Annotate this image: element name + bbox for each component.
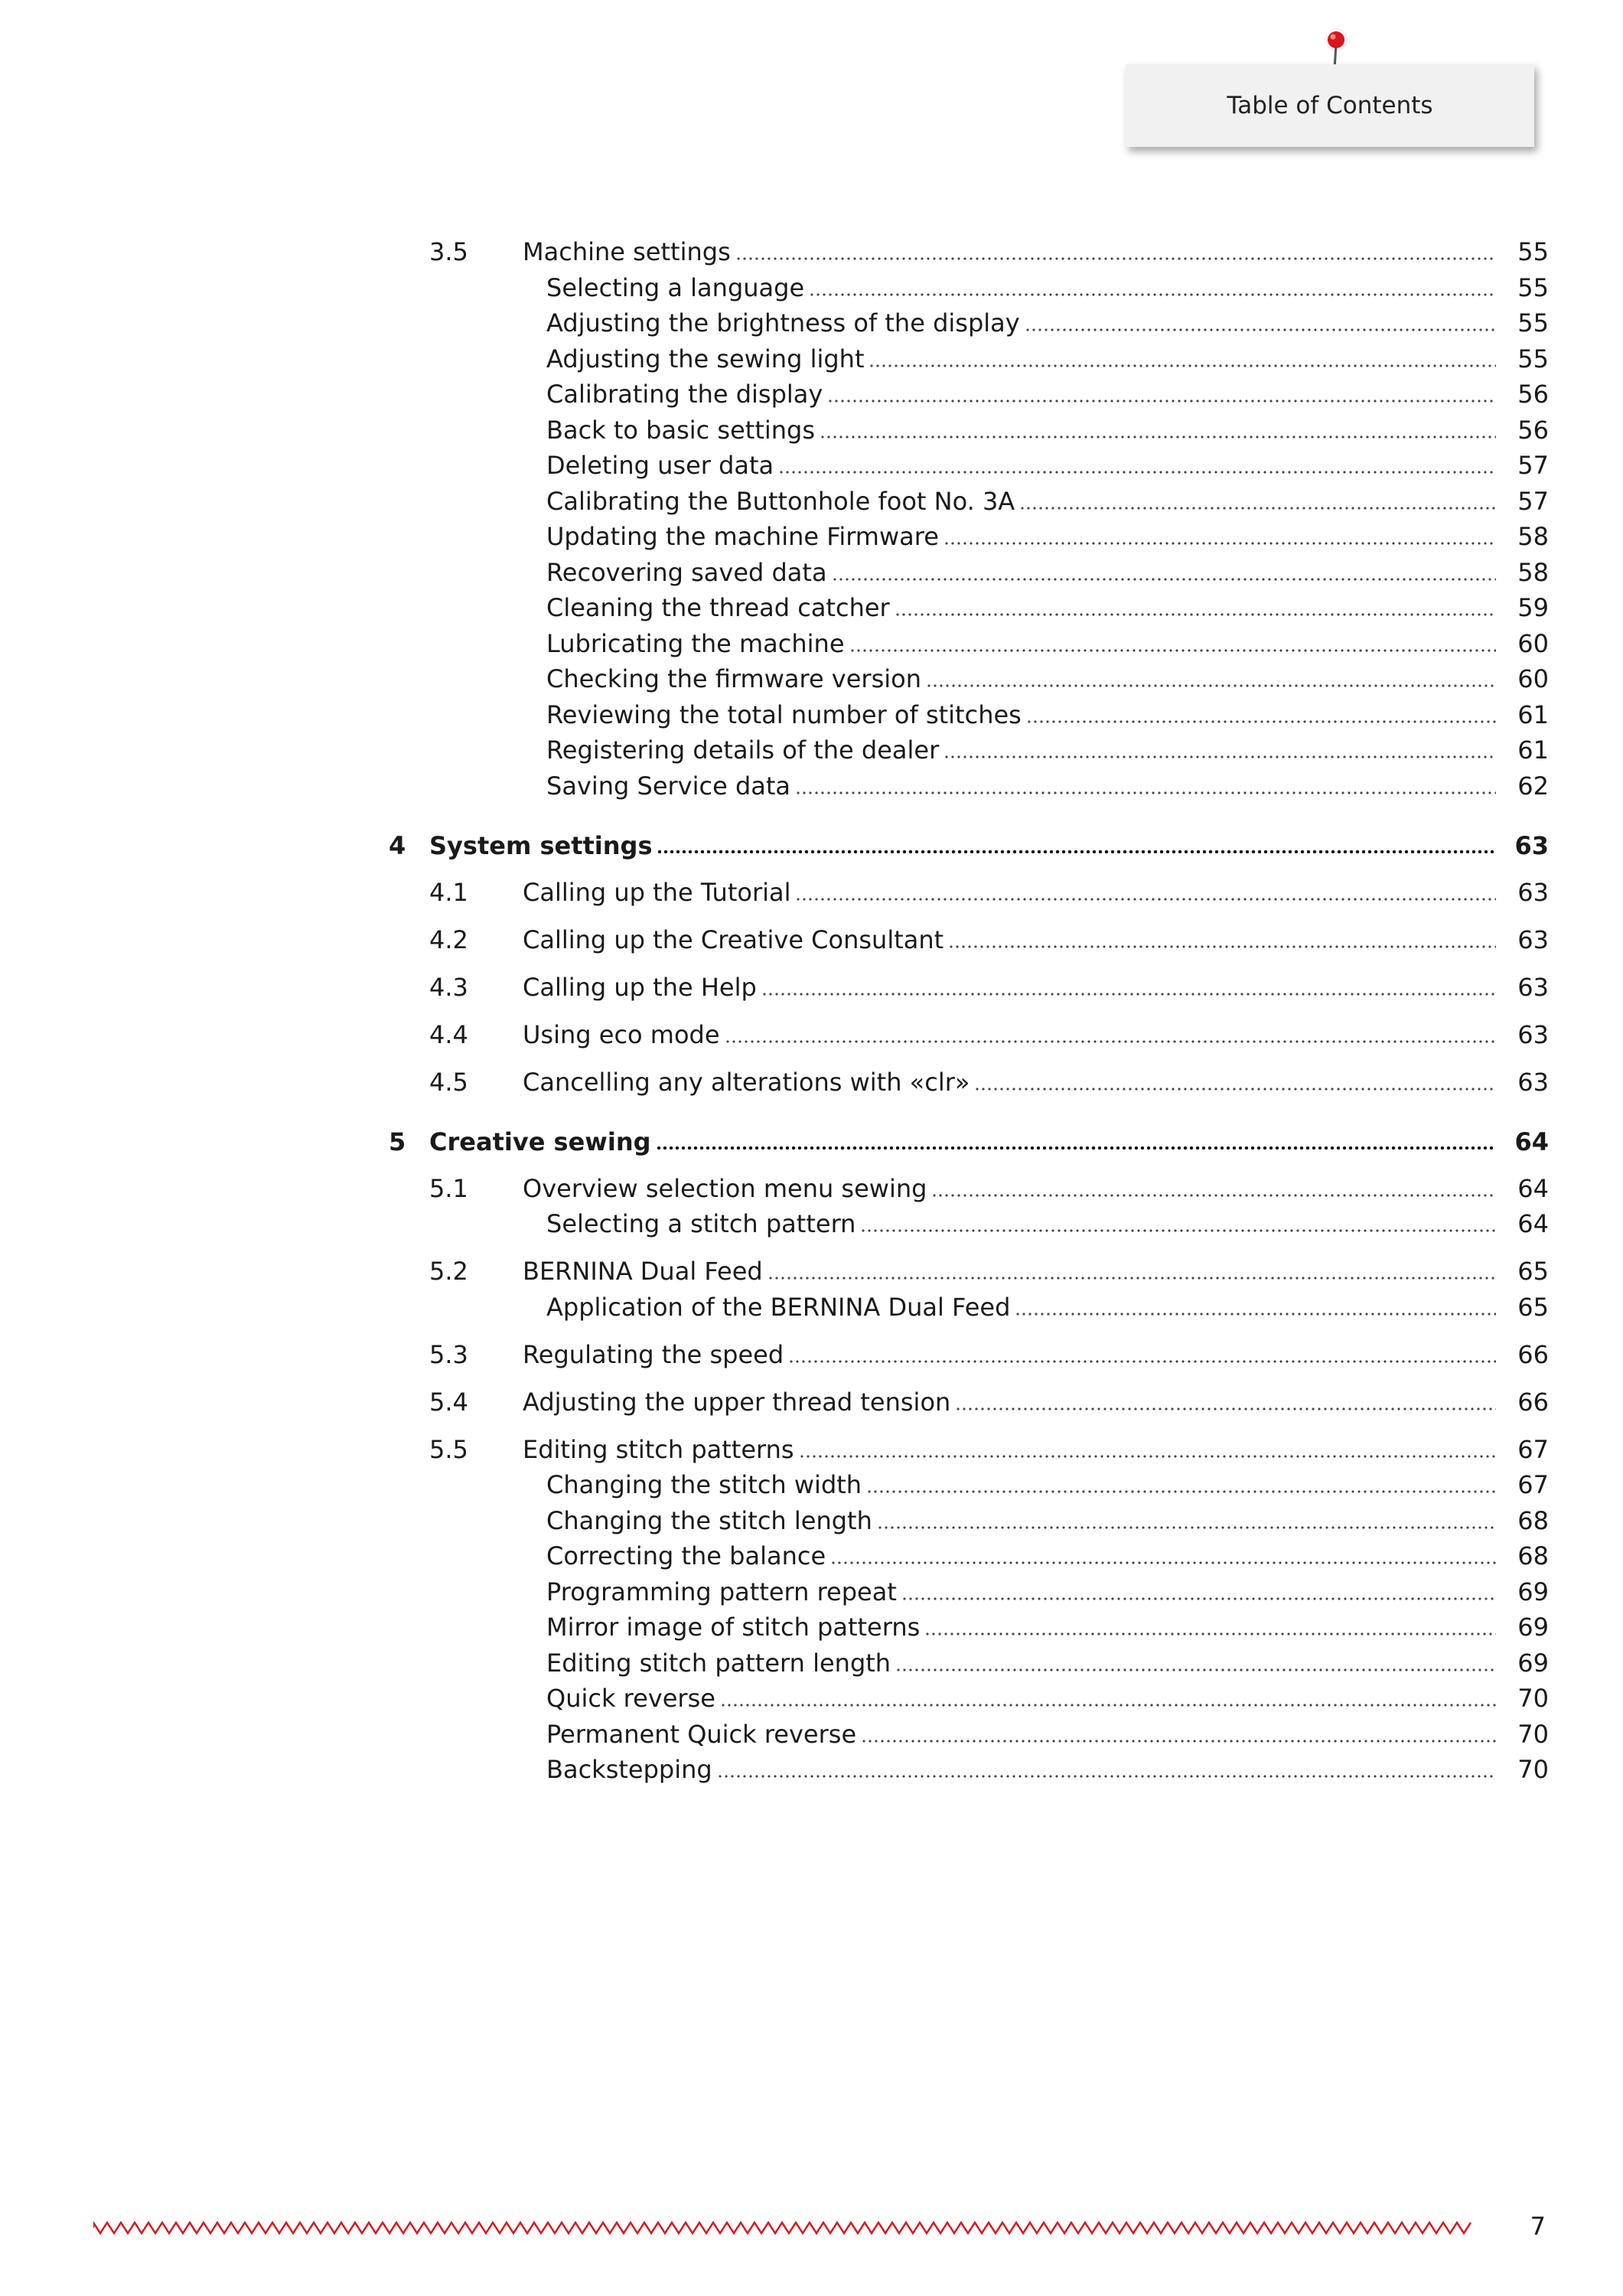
toc-leader-line [523, 922, 1496, 957]
toc-title: Recovering saved data [546, 557, 827, 587]
toc-section[interactable] [0, 1065, 1623, 1100]
toc-page-number: 67 [1517, 1470, 1549, 1499]
toc-page-number: 68 [1517, 1505, 1549, 1535]
table-of-contents-tab[interactable] [1126, 64, 1534, 147]
dot-leader [931, 1194, 1496, 1197]
toc-page-number: 66 [1517, 1339, 1549, 1369]
dot-leader [657, 850, 1496, 854]
toc-title: Editing stitch patterns [523, 1434, 794, 1464]
toc-subsection[interactable] [0, 519, 1623, 554]
toc-page-number: 70 [1517, 1719, 1549, 1749]
toc-page-number: 62 [1517, 771, 1549, 801]
toc-subsection[interactable] [0, 341, 1623, 377]
toc-subsection[interactable] [0, 1538, 1623, 1574]
toc-leader-line [546, 519, 1496, 554]
toc-page-number: 65 [1517, 1257, 1549, 1286]
toc-subsection[interactable] [0, 768, 1623, 804]
dot-leader [725, 1040, 1496, 1043]
toc-section[interactable] [0, 1384, 1623, 1420]
toc-leader-line [546, 341, 1496, 377]
toc-title: Deleting user data [546, 451, 774, 480]
toc-subsection[interactable] [0, 1206, 1623, 1241]
toc-page-number: 56 [1517, 380, 1549, 409]
toc-title: Quick reverse [546, 1684, 715, 1713]
toc-subsection[interactable] [0, 626, 1623, 661]
toc-title: Back to basic settings [546, 415, 816, 445]
dot-leader [869, 364, 1496, 367]
toc-title: Cancelling any alterations with «clr» [523, 1067, 970, 1097]
dot-leader [768, 1277, 1496, 1280]
toc-subsection[interactable] [0, 1467, 1623, 1502]
toc-section[interactable] [0, 234, 1623, 269]
dot-leader [795, 791, 1496, 794]
toc-title: Calling up the Creative Consultant [523, 925, 944, 954]
toc-number: 5.5 [429, 1434, 468, 1464]
toc-leader-line [429, 1124, 1496, 1159]
toc-page-number: 69 [1517, 1613, 1549, 1642]
toc-leader-line [523, 1384, 1496, 1420]
toc-title: Changing the stitch width [546, 1470, 862, 1499]
toc-number: 4.4 [429, 1019, 468, 1049]
toc-subsection[interactable] [0, 1717, 1623, 1752]
toc-number: 4 [389, 830, 406, 860]
dot-leader [799, 1455, 1496, 1458]
toc-number: 5.2 [429, 1257, 468, 1286]
toc-title: Programming pattern repeat [546, 1577, 897, 1606]
dot-leader [860, 1229, 1496, 1232]
toc-subsection[interactable] [0, 555, 1623, 590]
toc-page-number: 57 [1517, 451, 1549, 480]
dot-leader [924, 1632, 1496, 1636]
toc-title: Using eco mode [523, 1019, 720, 1049]
toc-title: Selecting a language [546, 272, 805, 302]
toc-leader-line [523, 1337, 1496, 1372]
toc-leader-line [546, 377, 1496, 412]
toc-page-number: 64 [1514, 1127, 1549, 1156]
toc-title: Calibrating the display [546, 380, 823, 409]
toc-leader-line [523, 1065, 1496, 1100]
toc-section[interactable] [0, 1254, 1623, 1289]
toc-title: Changing the stitch length [546, 1505, 872, 1535]
toc-title: Editing stitch pattern length [546, 1648, 891, 1678]
toc-page-number: 60 [1517, 664, 1549, 693]
toc-number: 4.1 [429, 877, 468, 907]
toc-title: Adjusting the sewing light [546, 344, 865, 373]
toc-subsection[interactable] [0, 590, 1623, 625]
tab-label: Table of Contents [1227, 92, 1433, 119]
toc-title: Correcting the balance [546, 1541, 826, 1570]
toc-section[interactable] [0, 922, 1623, 957]
toc-title: Calibrating the Buttonhole foot No. 3A [546, 486, 1015, 516]
toc-page-number: 61 [1517, 700, 1549, 729]
dot-leader [895, 613, 1496, 616]
toc-page-number: 58 [1517, 557, 1549, 587]
toc-title: Mirror image of stitch patterns [546, 1613, 921, 1642]
toc-leader-line [523, 970, 1496, 1005]
toc-title: Selecting a stitch pattern [546, 1209, 856, 1238]
toc-page-number: 66 [1517, 1387, 1549, 1417]
dot-leader [820, 435, 1496, 439]
dot-leader [861, 1740, 1496, 1743]
toc-leader-line [546, 413, 1496, 448]
toc-page-number: 69 [1517, 1648, 1549, 1678]
toc-subsection[interactable] [0, 1752, 1623, 1787]
toc-leader-line [546, 1717, 1496, 1752]
toc-number: 5.1 [429, 1173, 468, 1203]
dot-leader [832, 578, 1496, 581]
toc-page-number: 70 [1517, 1684, 1549, 1713]
toc-chapter[interactable] [0, 828, 1623, 863]
toc-subsection[interactable] [0, 377, 1623, 412]
toc-page-number: 57 [1517, 486, 1549, 516]
dot-leader [943, 755, 1496, 758]
toc-page-number: 55 [1517, 237, 1549, 266]
toc-leader-line [546, 1467, 1496, 1502]
dot-leader [778, 471, 1496, 474]
toc-page-number: 58 [1517, 522, 1549, 551]
dot-leader [1015, 1313, 1496, 1316]
toc-page-number: 60 [1517, 628, 1549, 658]
toc-leader-line [546, 1645, 1496, 1681]
toc-number: 5.3 [429, 1339, 468, 1369]
toc-page-number: 64 [1517, 1209, 1549, 1238]
toc-leader-line [523, 1171, 1496, 1206]
toc-page-number: 55 [1517, 308, 1549, 338]
toc-number: 4.3 [429, 972, 468, 1002]
toc-number: 4.2 [429, 925, 468, 954]
toc-title: Calling up the Help [523, 972, 757, 1002]
toc-section[interactable] [0, 1017, 1623, 1052]
toc-section[interactable] [0, 1171, 1623, 1206]
toc-subsection[interactable] [0, 732, 1623, 768]
dot-leader [827, 400, 1496, 403]
toc-title: Registering details of the dealer [546, 735, 940, 765]
dot-leader [948, 945, 1496, 948]
toc-title: Updating the machine Firmware [546, 522, 939, 551]
toc-subsection[interactable] [0, 1503, 1623, 1538]
toc-leader-line [523, 1254, 1496, 1289]
dot-leader [974, 1088, 1496, 1091]
dot-leader [717, 1775, 1496, 1778]
toc-page-number: 70 [1517, 1755, 1549, 1784]
toc-subsection[interactable] [0, 1609, 1623, 1645]
toc-leader-line [546, 768, 1496, 804]
dot-leader [1025, 328, 1496, 331]
toc-subsection[interactable] [0, 1574, 1623, 1609]
dot-leader [809, 293, 1496, 296]
toc-leader-line [546, 661, 1496, 696]
dot-leader [720, 1704, 1496, 1707]
dot-leader [656, 1146, 1497, 1150]
toc-subsection[interactable] [0, 305, 1623, 341]
toc-page-number: 59 [1517, 593, 1549, 622]
toc-subsection[interactable] [0, 1681, 1623, 1716]
toc-leader-line [523, 234, 1496, 269]
toc-page-number: 63 [1517, 1067, 1549, 1097]
toc-leader-line [546, 1681, 1496, 1716]
toc-page-number: 55 [1517, 344, 1549, 373]
toc-page-number: 63 [1517, 877, 1549, 907]
toc-page-number: 63 [1517, 925, 1549, 954]
toc-title: Lubricating the machine [546, 628, 845, 658]
toc-subsection[interactable] [0, 448, 1623, 483]
toc-page-number: 61 [1517, 735, 1549, 765]
decorative-stitch-border [93, 2220, 1472, 2236]
toc-leader-line [546, 484, 1496, 519]
toc-page-number: 67 [1517, 1434, 1549, 1464]
toc-leader-line [546, 626, 1496, 661]
page-number: 7 [1530, 2212, 1546, 2241]
toc-subsection[interactable] [0, 1290, 1623, 1325]
dot-leader [735, 257, 1496, 260]
toc-number: 3.5 [429, 237, 468, 266]
toc-subsection[interactable] [0, 270, 1623, 305]
toc-number: 5.4 [429, 1387, 468, 1417]
toc-title: Machine settings [523, 237, 731, 266]
toc-number: 4.5 [429, 1067, 468, 1097]
toc-title: System settings [429, 830, 653, 860]
dot-leader [1019, 507, 1496, 510]
toc-title: Creative sewing [429, 1127, 651, 1156]
toc-page-number: 69 [1517, 1577, 1549, 1606]
toc-leader-line [546, 732, 1496, 768]
dot-leader [1026, 720, 1496, 723]
toc-chapter[interactable] [0, 1124, 1623, 1159]
toc-leader-line [546, 1752, 1496, 1787]
toc-page-number: 63 [1514, 830, 1549, 860]
dot-leader [943, 542, 1496, 545]
toc-leader-line [546, 305, 1496, 341]
toc-leader-line [546, 697, 1496, 732]
toc-page-number: 55 [1517, 272, 1549, 302]
toc-leader-line [546, 555, 1496, 590]
toc-title: Saving Service data [546, 771, 791, 801]
dot-leader [788, 1360, 1496, 1363]
dot-leader [895, 1668, 1496, 1671]
toc-section[interactable] [0, 970, 1623, 1005]
dot-leader [849, 649, 1496, 652]
dot-leader [830, 1561, 1496, 1564]
toc-leader-line [546, 1609, 1496, 1645]
toc-subsection[interactable] [0, 661, 1623, 696]
dot-leader [877, 1526, 1496, 1529]
toc-section[interactable] [0, 1337, 1623, 1372]
toc-leader-line [523, 1432, 1496, 1467]
toc-title: Permanent Quick reverse [546, 1719, 857, 1749]
toc-title: Checking the firmware version [546, 664, 921, 693]
dot-leader [795, 898, 1496, 901]
toc-section[interactable] [0, 1432, 1623, 1467]
toc-page-number: 63 [1517, 972, 1549, 1002]
toc-subsection[interactable] [0, 484, 1623, 519]
toc-leader-line [546, 270, 1496, 305]
toc-leader-line [546, 1538, 1496, 1574]
toc-title: Application of the BERNINA Dual Feed [546, 1292, 1011, 1322]
toc-page-number: 64 [1517, 1173, 1549, 1203]
toc-leader-line [546, 1503, 1496, 1538]
toc-title: Reviewing the total number of stitches [546, 700, 1022, 729]
toc-title: Adjusting the upper thread tension [523, 1387, 951, 1417]
toc-leader-line [546, 1290, 1496, 1325]
dot-leader [866, 1490, 1496, 1493]
toc-subsection[interactable] [0, 697, 1623, 732]
toc-page-number: 65 [1517, 1292, 1549, 1322]
toc-title: Regulating the speed [523, 1339, 784, 1369]
toc-page-number: 56 [1517, 415, 1549, 445]
toc-page-number: 63 [1517, 1019, 1549, 1049]
dot-leader [761, 993, 1496, 996]
dot-leader [955, 1407, 1496, 1411]
toc-title: BERNINA Dual Feed [523, 1257, 763, 1286]
toc-leader-line [546, 590, 1496, 625]
toc-leader-line [523, 1017, 1496, 1052]
dot-leader [901, 1597, 1496, 1600]
toc-leader-line [546, 1206, 1496, 1241]
toc-leader-line [429, 828, 1496, 863]
toc-title: Calling up the Tutorial [523, 877, 791, 907]
toc-subsection[interactable] [0, 413, 1623, 448]
toc-title: Backstepping [546, 1755, 712, 1784]
toc-title: Overview selection menu sewing [523, 1173, 927, 1203]
toc-page-number: 68 [1517, 1541, 1549, 1570]
toc-subsection[interactable] [0, 1645, 1623, 1681]
toc-section[interactable] [0, 875, 1623, 910]
toc-leader-line [546, 448, 1496, 483]
toc-title: Cleaning the thread catcher [546, 593, 890, 622]
toc-leader-line [546, 1574, 1496, 1609]
toc-leader-line [523, 875, 1496, 910]
toc-title: Adjusting the brightness of the display [546, 308, 1020, 338]
toc-number: 5 [389, 1127, 406, 1156]
dot-leader [926, 684, 1496, 687]
